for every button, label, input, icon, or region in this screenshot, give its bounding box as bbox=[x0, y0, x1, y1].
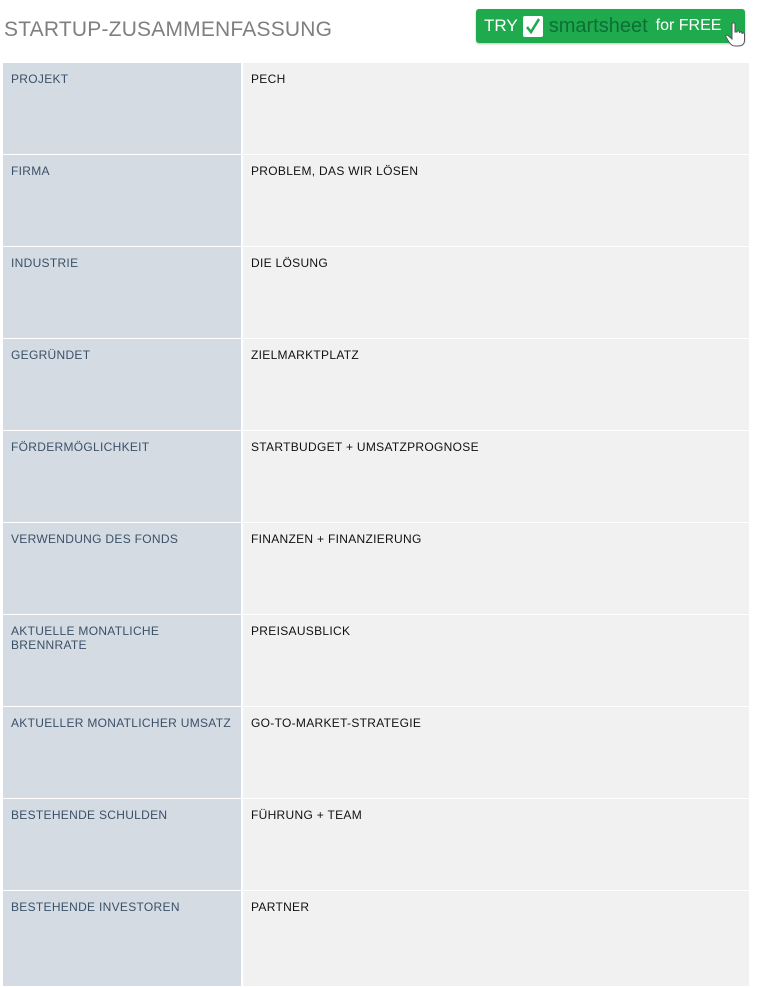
table-row bbox=[3, 615, 749, 707]
row-value[interactable]: PROBLEM, DAS WIR LÖSEN bbox=[243, 155, 749, 246]
row-label: FÖRDERMÖGLICHKEIT bbox=[3, 431, 243, 522]
row-label: GEGRÜNDET bbox=[3, 339, 243, 430]
summary-table bbox=[3, 63, 749, 987]
try-label: TRY bbox=[484, 16, 518, 35]
row-label: BESTEHENDE INVESTOREN bbox=[3, 891, 243, 986]
row-value[interactable]: FÜHRUNG + TEAM bbox=[243, 799, 749, 890]
row-label: AKTUELLER MONATLICHER UMSATZ bbox=[3, 707, 243, 798]
hand-pointer-icon bbox=[723, 21, 749, 47]
row-value[interactable]: PECH bbox=[243, 63, 749, 154]
for-free-label: for FREE bbox=[655, 17, 722, 34]
table-row bbox=[3, 799, 749, 891]
table-row bbox=[3, 891, 749, 987]
row-label: PROJEKT bbox=[3, 63, 243, 154]
row-label: FIRMA bbox=[3, 155, 243, 246]
brand-light: sheet bbox=[598, 14, 648, 37]
table-row bbox=[3, 707, 749, 799]
row-label: INDUSTRIE bbox=[3, 247, 243, 338]
row-value[interactable]: PARTNER bbox=[243, 891, 749, 986]
table-row bbox=[3, 339, 749, 431]
smartsheet-logo bbox=[549, 15, 648, 38]
row-label: VERWENDUNG DES FONDS bbox=[3, 523, 243, 614]
table-row bbox=[3, 431, 749, 523]
table-row bbox=[3, 523, 749, 615]
checkmark-icon bbox=[523, 16, 543, 37]
row-label: BESTEHENDE SCHULDEN bbox=[3, 799, 243, 890]
row-value[interactable]: GO-TO-MARKET-STRATEGIE bbox=[243, 707, 749, 798]
row-value[interactable]: ZIELMARKTPLATZ bbox=[243, 339, 749, 430]
row-value[interactable]: PREISAUSBLICK bbox=[243, 615, 749, 706]
row-value[interactable]: STARTBUDGET + UMSATZPROGNOSE bbox=[243, 431, 749, 522]
table-row bbox=[3, 247, 749, 339]
table-row bbox=[3, 63, 749, 155]
page-title: STARTUP-ZUSAMMENFASSUNG bbox=[4, 18, 333, 41]
try-smartsheet-button[interactable] bbox=[476, 9, 745, 43]
row-value[interactable]: DIE LÖSUNG bbox=[243, 247, 749, 338]
row-label: AKTUELLE MONATLICHE BRENNRATE bbox=[3, 615, 243, 706]
brand-bold: smart bbox=[548, 14, 599, 37]
table-row bbox=[3, 155, 749, 247]
row-value[interactable]: FINANZEN + FINANZIERUNG bbox=[243, 523, 749, 614]
